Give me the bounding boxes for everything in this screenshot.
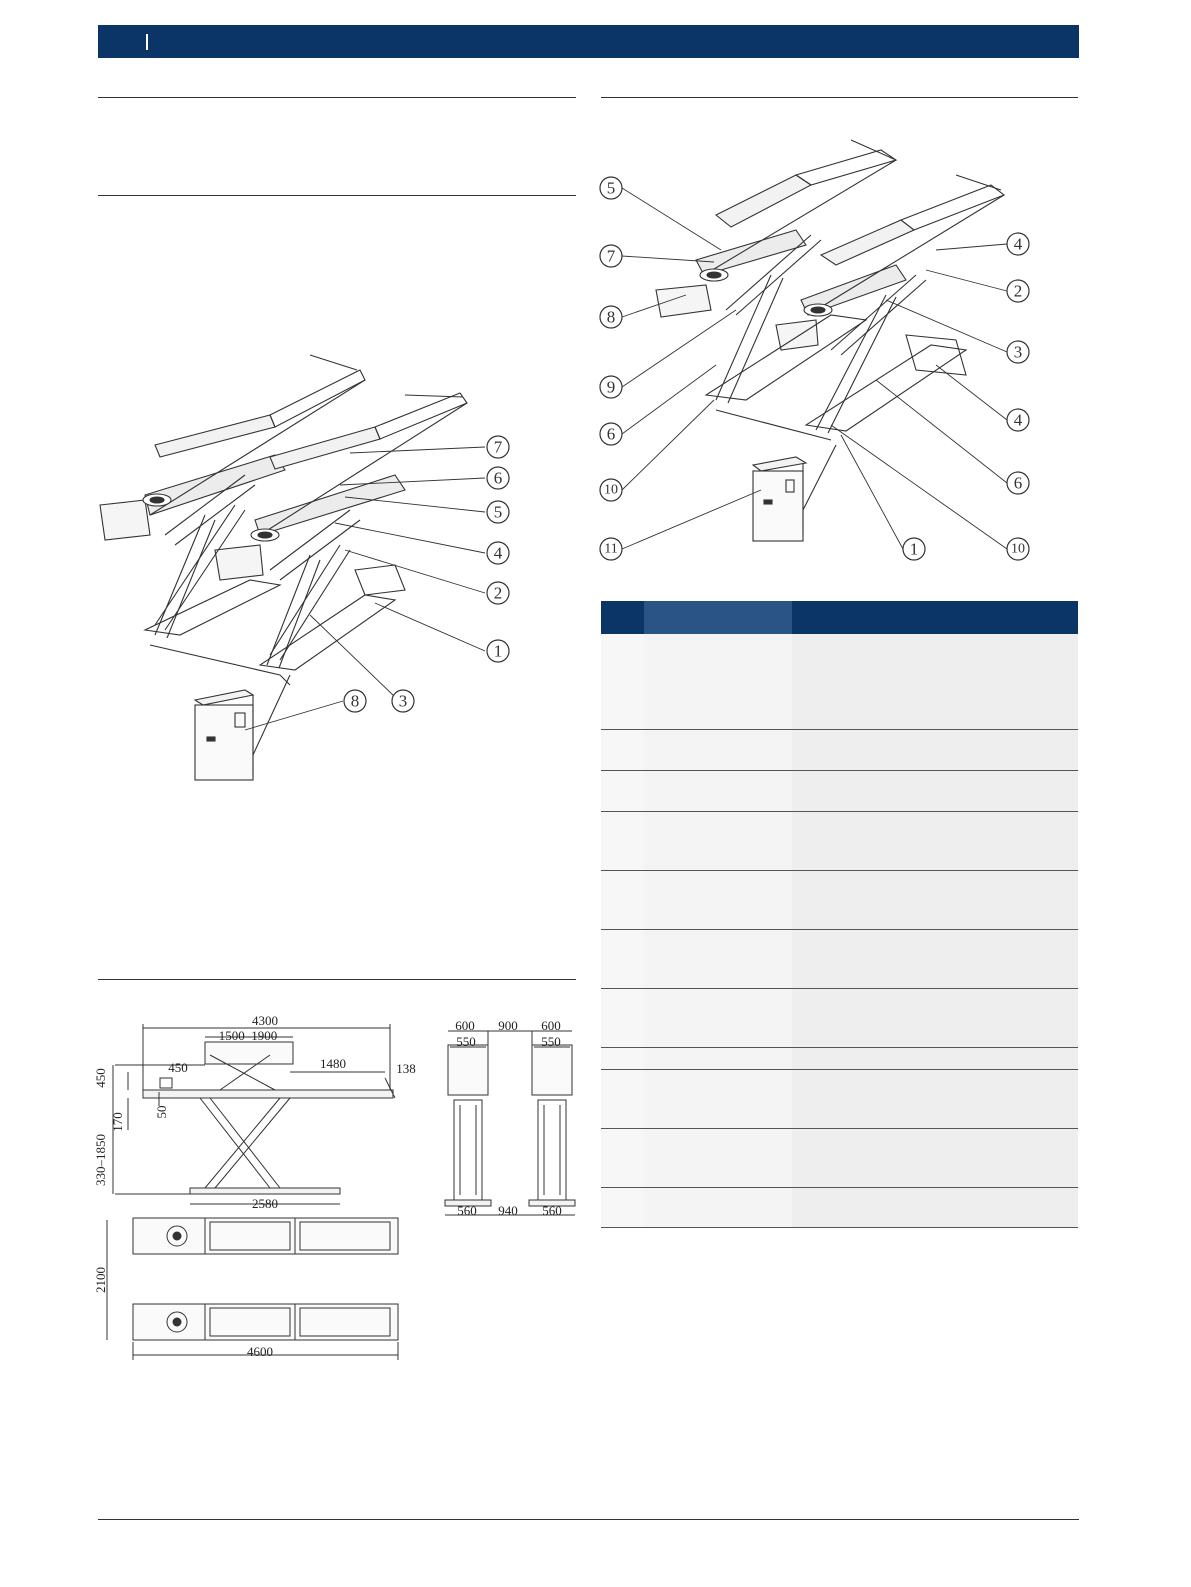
lift-isometric-figure-detail	[596, 135, 1036, 565]
table-row	[601, 989, 1078, 1048]
table-row	[601, 871, 1078, 930]
table-row	[601, 1129, 1078, 1188]
callout-3	[1007, 341, 1029, 363]
callout-7	[487, 436, 509, 458]
dim-560-right: 560	[542, 1203, 562, 1218]
svg-text:2: 2	[493, 583, 503, 603]
components-table	[601, 601, 1078, 1228]
dim-550-right: 550	[541, 1034, 561, 1049]
dim-550-left: 550	[456, 1034, 476, 1049]
footer-rule	[98, 1519, 1079, 1520]
dim-600-right: 600	[541, 1018, 561, 1033]
dim-2580: 2580	[252, 1196, 278, 1211]
lift-isometric-figure	[95, 345, 525, 790]
dim-450-top: 450	[168, 1060, 188, 1075]
svg-text:7: 7	[493, 437, 503, 457]
svg-text:9: 9	[606, 377, 616, 397]
callout-1	[487, 640, 509, 662]
callout-7	[600, 245, 622, 267]
svg-text:10: 10	[604, 482, 618, 498]
table-row	[601, 1048, 1078, 1070]
section-rule-right-1	[601, 97, 1078, 98]
svg-text:3: 3	[1013, 342, 1023, 362]
callout-1	[903, 538, 925, 560]
svg-text:2: 2	[1013, 281, 1023, 301]
dim-50: 50	[154, 1105, 169, 1119]
header-bar	[98, 25, 1079, 58]
table-header	[601, 601, 1078, 634]
svg-text:1: 1	[909, 539, 919, 559]
dim-4600: 4600	[247, 1344, 273, 1359]
table-row	[601, 1070, 1078, 1129]
callout-8	[600, 306, 622, 328]
dim-1480: 1480	[320, 1056, 346, 1071]
dim-330-1850: 330–1850	[93, 1134, 108, 1186]
dim-2100: 2100	[93, 1267, 108, 1293]
svg-text:4: 4	[493, 543, 503, 563]
callout-8	[344, 690, 366, 712]
dim-900: 900	[498, 1018, 518, 1033]
table-row	[601, 634, 1078, 730]
callout-5	[600, 177, 622, 199]
table-row	[601, 1188, 1078, 1228]
dim-600-left: 600	[455, 1018, 475, 1033]
callout-10	[600, 479, 622, 501]
dim-940: 940	[498, 1203, 518, 1218]
svg-text:7: 7	[606, 246, 616, 266]
callout-2	[487, 582, 509, 604]
svg-text:8: 8	[606, 307, 616, 327]
callout-6	[1007, 472, 1029, 494]
svg-text:11: 11	[604, 541, 618, 557]
svg-text:8: 8	[350, 691, 360, 711]
dim-450-side: 450	[93, 1068, 108, 1088]
svg-text:5: 5	[493, 502, 503, 522]
dim-4300: 4300	[252, 1013, 278, 1028]
dim-170: 170	[110, 1112, 125, 1132]
table-row	[601, 730, 1078, 771]
table-header-cell-1	[601, 601, 644, 634]
section-rule-left-3	[98, 979, 576, 980]
callout-11	[600, 538, 622, 560]
callout-2	[1007, 280, 1029, 302]
callout-4	[1007, 233, 1029, 255]
svg-text:4: 4	[1013, 234, 1023, 254]
section-rule-left-1	[98, 97, 576, 98]
callout-3	[392, 690, 414, 712]
dim-560-left: 560	[457, 1203, 477, 1218]
svg-text:4: 4	[1013, 410, 1023, 430]
table-header-cell-2	[644, 601, 792, 634]
dim-1500-1900: 1500–1900	[218, 1028, 278, 1043]
section-rule-left-2	[98, 195, 576, 196]
svg-text:10: 10	[1011, 541, 1025, 557]
table-row	[601, 812, 1078, 871]
dimension-drawing-side-plan	[95, 1010, 435, 1362]
callout-5	[487, 501, 509, 523]
table-header-cell-3	[792, 601, 1078, 634]
callout-4	[487, 542, 509, 564]
callout-9	[600, 376, 622, 398]
svg-text:3: 3	[398, 691, 408, 711]
table-row	[601, 930, 1078, 989]
header-separator	[146, 34, 148, 50]
svg-text:6: 6	[1013, 473, 1023, 493]
callout-4	[1007, 409, 1029, 431]
callout-6	[487, 467, 509, 489]
svg-text:5: 5	[606, 178, 616, 198]
callout-6	[600, 423, 622, 445]
dimension-drawing-end-view	[440, 1015, 575, 1225]
svg-text:6: 6	[493, 468, 503, 488]
dim-138: 138	[396, 1061, 416, 1076]
svg-text:6: 6	[606, 424, 616, 444]
callout-10	[1007, 538, 1029, 560]
svg-text:1: 1	[493, 641, 503, 661]
table-row	[601, 771, 1078, 812]
